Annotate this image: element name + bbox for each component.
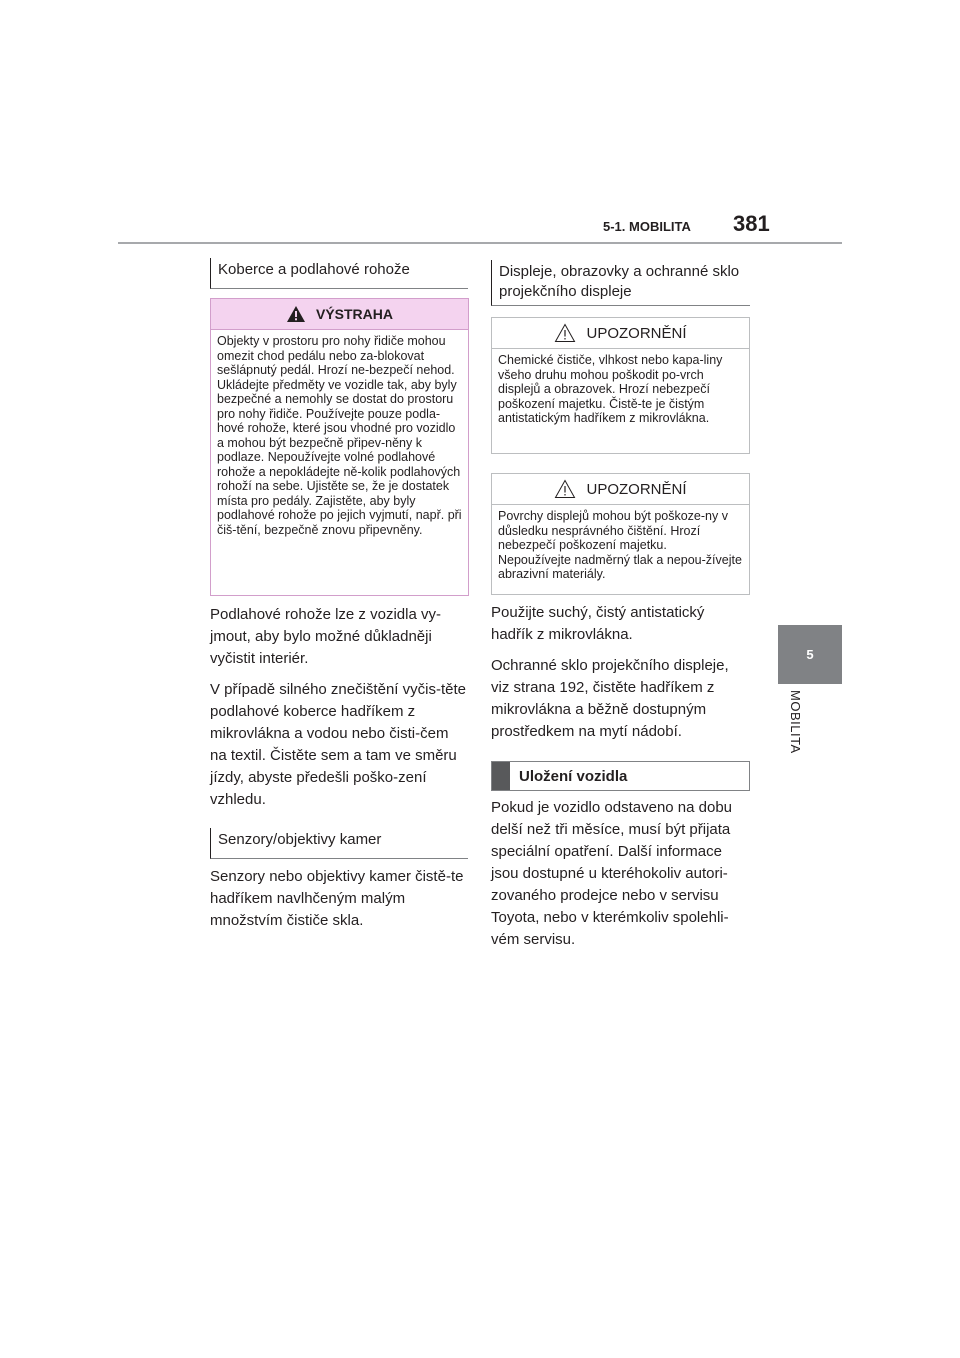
paragraph: Použijte suchý, čistý antistatický hadřík z mikrovlákna. xyxy=(491,604,705,643)
notice-title-bar xyxy=(492,474,749,505)
notice-box-1 xyxy=(491,317,750,454)
chapter-tab-label: MOBILITA xyxy=(788,690,803,754)
right-paragraphs xyxy=(491,602,750,752)
notice-title: UPOZORNĚNÍ xyxy=(586,480,687,498)
left-paragraph-sensors xyxy=(210,866,468,941)
header-rule xyxy=(118,242,842,244)
heading-marker xyxy=(492,762,510,790)
notice-box-2 xyxy=(491,473,750,595)
page-number: 381 xyxy=(733,211,770,236)
paragraph: Senzory nebo objektivy kamer čistě-te hadříkem navlhčeným malým množstvím čističe skla. xyxy=(210,868,464,929)
section-title: 5-1. MOBILITA xyxy=(603,219,691,234)
subheading-carpets xyxy=(210,258,468,289)
warning-text: Objekty v prostoru pro nohy řidiče mohou omezit chod pedálu nebo za-blokovat sešlápnutý pedál. Hrozí ne-bezpečí nehod. Ukládejte předměty ve vozidle tak, aby byly bezpečné a nemohly se dostat do prostoru pro nohy řidiče. Používejte pouze podla-hové rohože, které jsou vhodné pro vozidlo a mohou být bezpečně připev-něny k podlaze. Nepoužívejte volné podlahové rohože a nepokládejte ně-kolik podlahových rohoží na sebe. Ujistěte se, že je dostatek místa pro pedály. Zajistěte, aby byly podlahové rohože po jejich vyjmutí, např. při čiš-tění, bezpečně znovu připevněny. xyxy=(217,334,462,537)
notice-text: Povrchy displejů mohou být poškoze-ny v důsledku nesprávného čištění. Hrozí nebezpečí poškození majetku. Nepoužívejte nadměrný tlak a nepou-žívejte abrazivní materiály. xyxy=(498,509,742,581)
subheading-displays xyxy=(491,260,750,306)
paragraph: Podlahové rohože lze z vozidla vy-jmout, aby bylo možné důkladněji vyčistit interiér. xyxy=(210,606,441,667)
warning-triangle-icon xyxy=(286,305,306,323)
notice-triangle-icon xyxy=(554,479,576,499)
notice-triangle-icon xyxy=(554,323,576,343)
notice-title: UPOZORNĚNÍ xyxy=(586,324,687,342)
subheading-text: Koberce a podlahové rohože xyxy=(218,261,410,278)
section-heading-text: Uložení vozidla xyxy=(519,767,628,785)
paragraph: Ochranné sklo projekčního displeje, viz strana 192, čistěte hadříkem z mikrovlákna a běžně dostupným prostředkem na mytí nádobí. xyxy=(491,657,729,740)
subheading-text: Senzory/objektivy kamer xyxy=(218,831,382,848)
left-paragraphs xyxy=(210,604,468,820)
notice-text: Chemické čističe, vlhkost nebo kapa-liny všeho druhu mohou poškodit po-vrch displejů a obrazovek. Hrozí nebezpečí poškození majetku. Čistě-te je čistým antistatickým hadříkem z mikrovlákna. xyxy=(498,353,723,425)
notice-title-bar xyxy=(492,318,749,349)
subheading-sensors xyxy=(210,828,468,859)
paragraph: V případě silného znečištění vyčis-těte podlahové koberce hadříkem z mikrovlákna a vodou nebo čisti-čem na textil. Čistěte sem a tam ve směru jízdy, abyste předešli poško-zení vzhledu. xyxy=(210,681,466,808)
right-paragraph-storage xyxy=(491,797,750,960)
warning-title-bar xyxy=(211,299,468,330)
section-heading-storage xyxy=(491,761,750,791)
chapter-tab-number: 5 xyxy=(778,625,842,684)
warning-box xyxy=(210,298,469,596)
warning-title: VÝSTRAHA xyxy=(315,306,393,322)
subheading-text: Displeje, obrazovky a ochranné sklo projekčního displeje xyxy=(499,263,740,300)
paragraph: Pokud je vozidlo odstaveno na dobu delší než tři měsíce, musí být přijata speciální opatření. Další informace jsou dostupné u kteréhokoliv autori-zovaného prodejce nebo v servisu Toyota, nebo v kterémkoliv spolehli-vém servisu. xyxy=(491,799,733,948)
